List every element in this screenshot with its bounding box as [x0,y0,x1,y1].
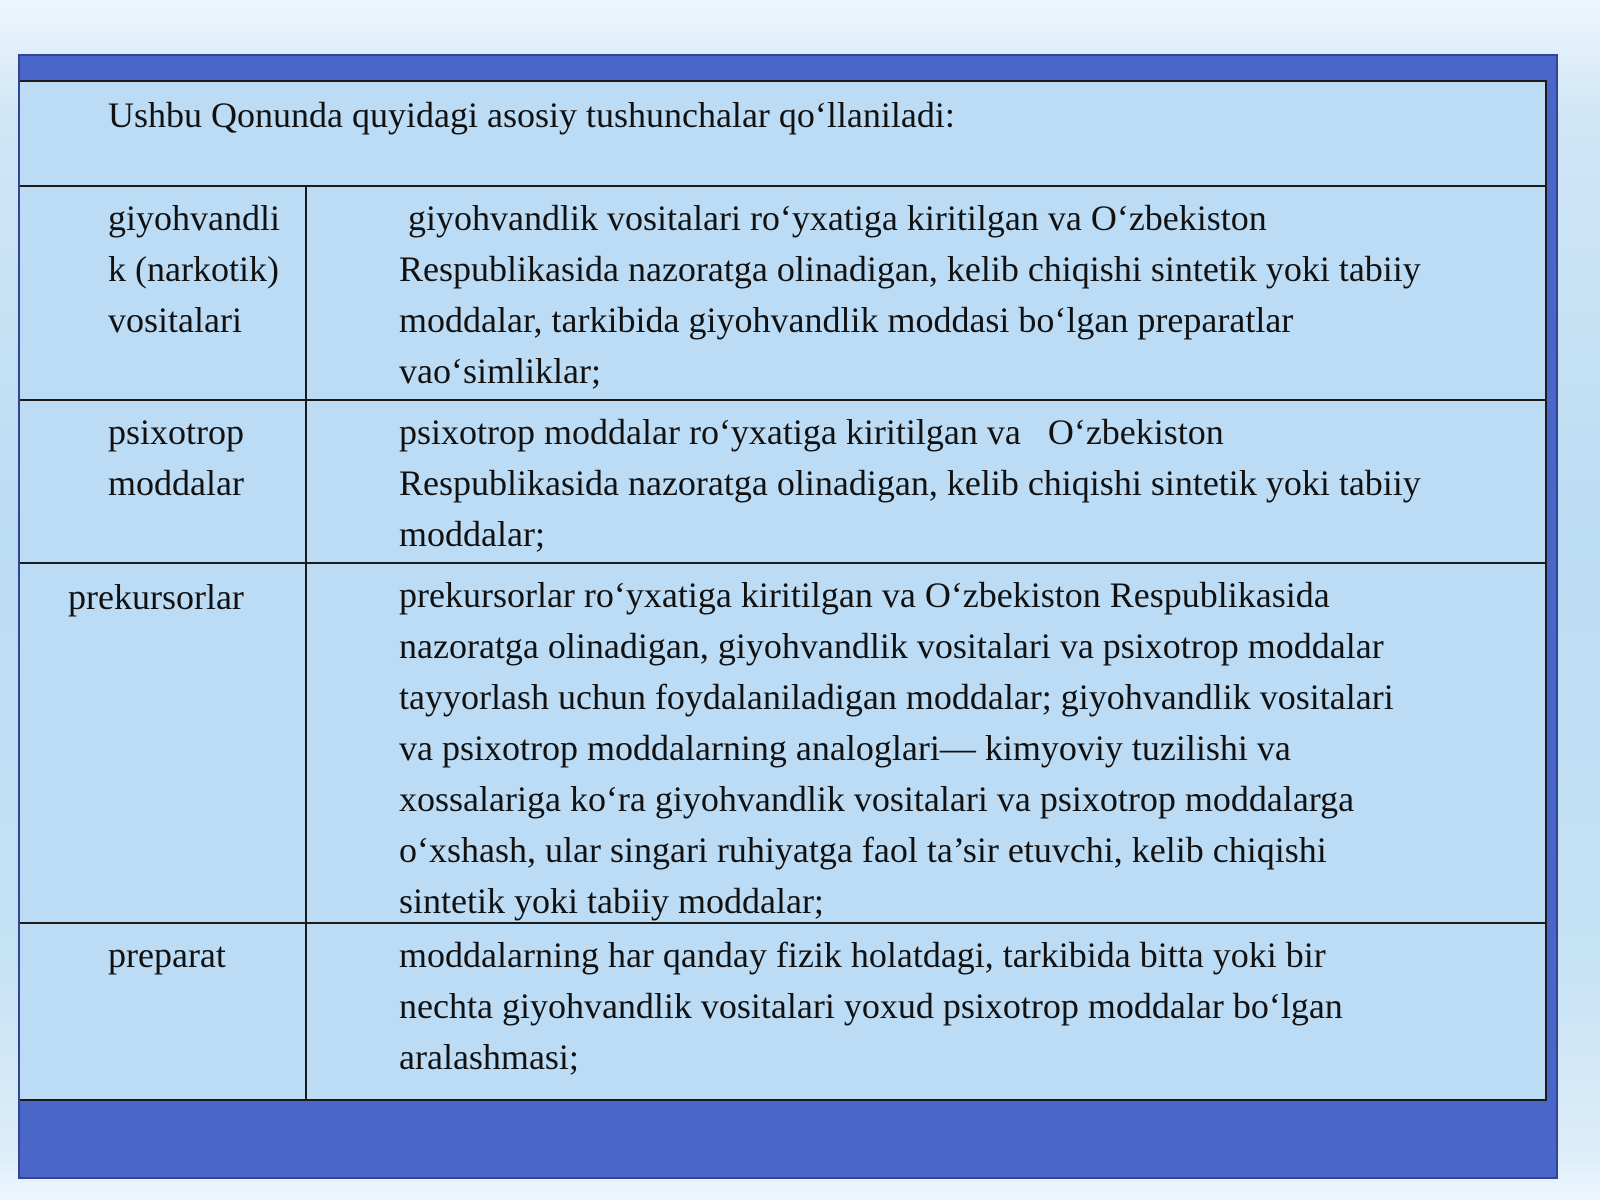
term-cell [20,187,307,399]
definition-text: prekursorlar ro‘yxatiga kiritilgan va O‘zbekiston Respublikasida nazoratga olinadigan, giyohvandlik vositalari va psixotrop moddalar tayyorlash uchun foydalaniladigan moddalar; giyohvandlik vositalari va psixotrop moddalarning analoglari— kimyoviy tuzilishi va xossalariga ko‘ra giyohvandlik vositalari va psixotrop moddalarga o‘xshash, ular singari ruhiyatga faol ta’sir etuvchi, kelib chiqishi sintetik yoki tabiiy moddalar; [399,575,1394,921]
term-text: preparat [108,935,226,975]
table-header-row [20,82,1545,187]
table-header-text: Ushbu Qonunda quyidagi asosiy tushunchalar qo‘llaniladi: [108,95,955,135]
table-row [20,924,1545,1099]
slide-frame [18,54,1558,1179]
term-cell [20,564,307,922]
term-cell [20,401,307,562]
term-cell [20,924,307,1099]
table-row [20,401,1545,564]
definition-text: moddalarning har qanday fizik holatdagi, tarkibida bitta yoki bir nechta giyohvandlik vositalari yoxud psixotrop moddalar bo‘lgan aralashmasi; [399,935,1343,1077]
term-text: giyohvandli k (narkotik) vositalari [108,198,280,340]
definition-text: psixotrop moddalar ro‘yxatiga kiritilgan va O‘zbekiston Respublikasida nazoratga olinadigan, kelib chiqishi sintetik yoki tabiiy moddalar; [399,412,1421,554]
definition-text: giyohvandlik vositalari ro‘yxatiga kiritilgan va O‘zbekiston Respublikasida nazoratga olinadigan, kelib chiqishi sintetik yoki tabiiy moddalar, tarkibida giyohvandlik moddasi bo‘lgan preparatlar vao‘simliklar; [399,198,1421,391]
table-row [20,187,1545,401]
term-text: prekursorlar [68,577,244,617]
definitions-table [20,80,1547,1101]
table-row [20,564,1545,924]
term-text: psixotrop moddalar [108,412,245,503]
